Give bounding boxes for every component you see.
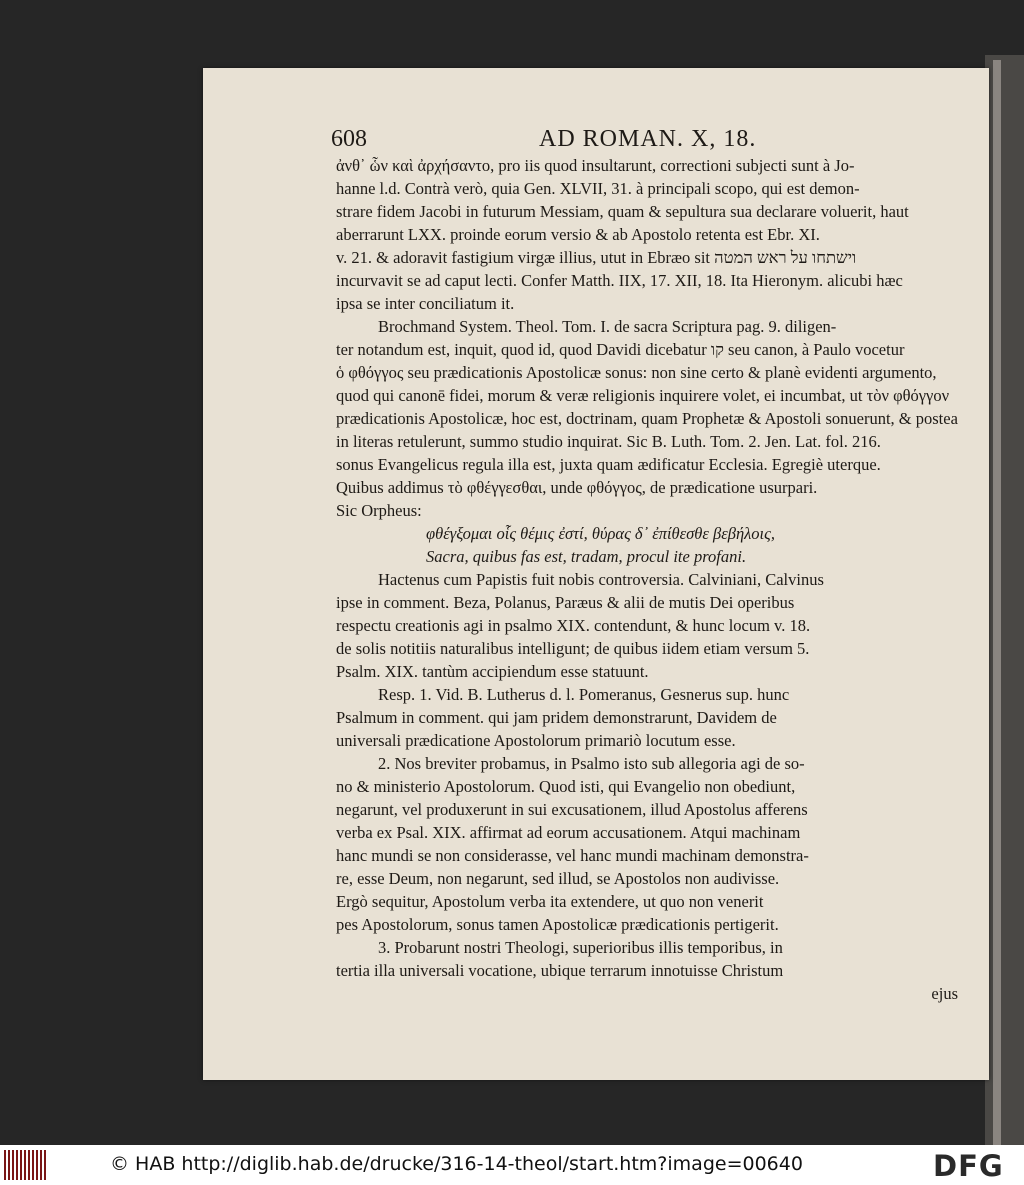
text-line: prædicationis Apostolicæ, hoc est, doctrinam, quam Prophetæ & Apostoli sonuerunt, & postea: [336, 409, 958, 428]
verse-line: φθέγξομαι οἷς θέμις ἐστί, θύρας δ᾽ ἐπίθεσθε βεβήλοις,: [426, 524, 775, 543]
page-header: [331, 126, 971, 156]
text-line: aberrarunt LXX. proinde eorum versio & ab Apostolo retenta est Ebr. XI.: [336, 225, 820, 244]
text-line: in literas retulerunt, summo studio inquirat. Sic B. Luth. Tom. 2. Jen. Lat. fol. 216.: [336, 432, 881, 451]
footer-bar: [0, 1145, 1024, 1185]
text-line: pes Apostolorum, sonus tamen Apostolicæ prædicationis pertigerit.: [336, 915, 779, 934]
book-page: [203, 68, 989, 1080]
text-line: hanc mundi se non considerasse, vel hanc mundi machinam demonstra-: [336, 846, 809, 865]
page-text: [336, 154, 958, 1005]
verse-line: Sacra, quibus fas est, tradam, procul ite profani.: [426, 547, 747, 566]
text-line: incurvavit se ad caput lecti. Confer Matth. IIX, 17. XII, 18. Ita Hieronym. alicubi hæc: [336, 271, 903, 290]
text-line: respectu creationis agi in psalmo XIX. contendunt, & hunc locum v. 18.: [336, 616, 811, 635]
text-line: Psalmum in comment. qui jam pridem demonstrarunt, Davidem de: [336, 708, 777, 727]
text-line: Quibus addimus τὸ φθέγγεσθαι, unde φθόγγος, de prædicatione usurpari.: [336, 478, 818, 497]
text-line: Resp. 1. Vid. B. Lutherus d. l. Pomeranus, Gesnerus sup. hunc: [378, 685, 790, 704]
running-head: AD ROMAN. X, 18.: [539, 126, 757, 152]
text-line: no & ministerio Apostolorum. Quod isti, qui Evangelio non obediunt,: [336, 777, 796, 796]
text-line: v. 21. & adoravit fastigium virgæ illius, utut in Ebræo sit וישתחו על ראש המטה: [336, 248, 857, 267]
text-line: re, esse Deum, non negarunt, sed illud, se Apostolos non audivisse.: [336, 869, 780, 888]
text-line: Sic Orpheus:: [336, 501, 422, 520]
dfg-logo: DFG: [933, 1149, 1004, 1183]
page-number: 608: [331, 126, 367, 152]
text-line: Ergò sequitur, Apostolum verba ita extendere, ut quo non venerit: [336, 892, 764, 911]
text-line: universali prædicatione Apostolorum primariò locutum esse.: [336, 731, 736, 750]
text-line: ipsa se inter conciliatum it.: [336, 294, 515, 313]
text-line: Psalm. XIX. tantùm accipiendum esse statuunt.: [336, 662, 649, 681]
text-line: ipse in comment. Beza, Polanus, Paræus & alii de mutis Dei operibus: [336, 593, 795, 612]
footer-credit-link[interactable]: © HAB http://diglib.hab.de/drucke/316-14-theol/start.htm?image=00640: [110, 1153, 803, 1175]
text-line: negarunt, vel produxerunt in sui excusationem, illud Apostolus afferens: [336, 800, 808, 819]
text-line: de solis notitiis naturalibus intelligunt; de quibus iidem etiam versum 5.: [336, 639, 810, 658]
text-line: 3. Probarunt nostri Theologi, superioribus illis temporibus, in: [378, 938, 783, 957]
text-line: verba ex Psal. XIX. affirmat ad eorum accusationem. Atqui machinam: [336, 823, 801, 842]
hab-logo-icon: [4, 1150, 48, 1180]
book-edge: [985, 55, 1024, 1145]
text-line: tertia illa universali vocatione, ubique terrarum innotuisse Christum: [336, 961, 784, 980]
text-line: ὁ φθόγγος seu prædicationis Apostolicæ sonus: non sine certo & planè evidenti argumento,: [336, 363, 937, 382]
text-line: strare fidem Jacobi in futurum Messiam, quam & sepultura sua declarare voluerit, haut: [336, 202, 909, 221]
text-line: ter notandum est, inquit, quod id, quod Davidi dicebatur קו seu canon, à Paulo vocetur: [336, 340, 905, 359]
text-line: Brochmand System. Theol. Tom. I. de sacra Scriptura pag. 9. diligen-: [378, 317, 837, 336]
text-line: sonus Evangelicus regula illa est, juxta quam ædificatur Ecclesia. Egregiè uterque.: [336, 455, 881, 474]
text-line: ἀνθ᾽ ὧν καὶ ἀρχήσαντο, pro iis quod insultarunt, correctioni subjecti sunt à Jo-: [336, 156, 855, 175]
text-line: quod qui canonē fidei, morum & veræ religionis inquirere volet, ei incumbat, ut τὸν φθόγγον: [336, 386, 950, 405]
text-line: 2. Nos breviter probamus, in Psalmo isto sub allegoria agi de so-: [378, 754, 805, 773]
catchword: ejus: [931, 984, 958, 1003]
text-line: Hactenus cum Papistis fuit nobis controversia. Calviniani, Calvinus: [378, 570, 824, 589]
text-line: hanne l.d. Contrà verò, quia Gen. XLVII, 31. à principali scopo, qui est demon-: [336, 179, 860, 198]
book-edge-highlight: [993, 60, 1001, 1145]
